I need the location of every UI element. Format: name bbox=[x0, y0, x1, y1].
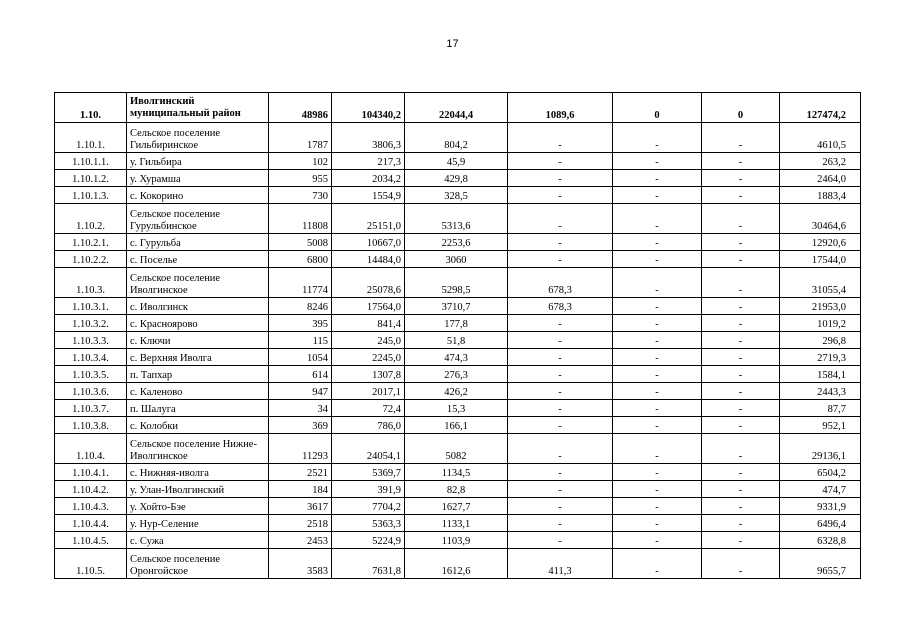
row-name: Сельское поселение Оронгойское bbox=[127, 549, 269, 579]
cell-col-3: 51,8 bbox=[405, 332, 508, 349]
row-name: с. Красноярово bbox=[127, 315, 269, 332]
cell-col-4: - bbox=[508, 204, 613, 234]
row-code: 1.10.4.1. bbox=[55, 464, 127, 481]
row-name: Иволгинский муниципальный район bbox=[127, 93, 269, 123]
row-name: с. Иволгинск bbox=[127, 298, 269, 315]
row-code: 1.10.3.4. bbox=[55, 349, 127, 366]
cell-total: 9331,9 bbox=[780, 498, 861, 515]
cell-population: 48986 bbox=[269, 93, 332, 123]
cell-population: 11808 bbox=[269, 204, 332, 234]
cell-col-5: - bbox=[613, 532, 702, 549]
row-code: 1.10.2.2. bbox=[55, 251, 127, 268]
cell-col-4: 678,3 bbox=[508, 268, 613, 298]
cell-col-3: 22044,4 bbox=[405, 93, 508, 123]
table-body bbox=[55, 93, 861, 579]
cell-col-5: - bbox=[613, 434, 702, 464]
cell-col-2: 25078,6 bbox=[332, 268, 405, 298]
table-row bbox=[55, 434, 861, 464]
cell-col-4: - bbox=[508, 315, 613, 332]
row-name: с. Колобки bbox=[127, 417, 269, 434]
cell-population: 115 bbox=[269, 332, 332, 349]
table-row bbox=[55, 532, 861, 549]
cell-col-6: - bbox=[702, 532, 780, 549]
cell-col-2: 1307,8 bbox=[332, 366, 405, 383]
cell-total: 1584,1 bbox=[780, 366, 861, 383]
table-row bbox=[55, 417, 861, 434]
cell-total: 1883,4 bbox=[780, 187, 861, 204]
cell-total: 2464,0 bbox=[780, 170, 861, 187]
cell-col-3: 474,3 bbox=[405, 349, 508, 366]
cell-total: 6504,2 bbox=[780, 464, 861, 481]
cell-total: 21953,0 bbox=[780, 298, 861, 315]
table-row bbox=[55, 400, 861, 417]
cell-col-6: 0 bbox=[702, 93, 780, 123]
cell-total: 17544,0 bbox=[780, 251, 861, 268]
row-name: Сельское поселение Нижне-Иволгинское bbox=[127, 434, 269, 464]
cell-col-3: 45,9 bbox=[405, 153, 508, 170]
cell-col-6: - bbox=[702, 481, 780, 498]
row-code: 1.10.4.4. bbox=[55, 515, 127, 532]
row-code: 1.10.1.2. bbox=[55, 170, 127, 187]
cell-total: 29136,1 bbox=[780, 434, 861, 464]
row-code: 1.10.3.7. bbox=[55, 400, 127, 417]
cell-col-3: 276,3 bbox=[405, 366, 508, 383]
cell-total: 263,2 bbox=[780, 153, 861, 170]
row-code: 1.10.2. bbox=[55, 204, 127, 234]
cell-col-4: - bbox=[508, 515, 613, 532]
cell-col-5: - bbox=[613, 315, 702, 332]
cell-col-2: 72,4 bbox=[332, 400, 405, 417]
row-code: 1.10.3.8. bbox=[55, 417, 127, 434]
cell-col-6: - bbox=[702, 400, 780, 417]
cell-col-5: - bbox=[613, 187, 702, 204]
cell-col-6: - bbox=[702, 549, 780, 579]
row-name: с. Гурульба bbox=[127, 234, 269, 251]
cell-col-4: - bbox=[508, 332, 613, 349]
cell-population: 369 bbox=[269, 417, 332, 434]
cell-col-6: - bbox=[702, 434, 780, 464]
cell-col-6: - bbox=[702, 515, 780, 532]
table-row bbox=[55, 123, 861, 153]
cell-population: 5008 bbox=[269, 234, 332, 251]
table-row bbox=[55, 464, 861, 481]
cell-population: 2518 bbox=[269, 515, 332, 532]
cell-col-2: 104340,2 bbox=[332, 93, 405, 123]
row-name: у. Нур-Селение bbox=[127, 515, 269, 532]
table-row bbox=[55, 515, 861, 532]
cell-col-2: 786,0 bbox=[332, 417, 405, 434]
row-code: 1.10.4.5. bbox=[55, 532, 127, 549]
cell-total: 6496,4 bbox=[780, 515, 861, 532]
row-name: с. Кокорино bbox=[127, 187, 269, 204]
cell-total: 2443,3 bbox=[780, 383, 861, 400]
cell-col-4: - bbox=[508, 170, 613, 187]
row-code: 1.10.1.1. bbox=[55, 153, 127, 170]
row-code: 1.10.4. bbox=[55, 434, 127, 464]
cell-col-5: - bbox=[613, 383, 702, 400]
cell-col-6: - bbox=[702, 315, 780, 332]
table-row bbox=[55, 170, 861, 187]
cell-population: 8246 bbox=[269, 298, 332, 315]
cell-population: 1054 bbox=[269, 349, 332, 366]
row-name: п. Шалуга bbox=[127, 400, 269, 417]
cell-col-4: - bbox=[508, 481, 613, 498]
row-name: с. Ключи bbox=[127, 332, 269, 349]
cell-col-6: - bbox=[702, 298, 780, 315]
cell-col-5: - bbox=[613, 417, 702, 434]
row-name: с. Сужа bbox=[127, 532, 269, 549]
cell-col-6: - bbox=[702, 464, 780, 481]
cell-col-4: - bbox=[508, 417, 613, 434]
cell-col-6: - bbox=[702, 417, 780, 434]
cell-population: 2521 bbox=[269, 464, 332, 481]
cell-col-3: 1627,7 bbox=[405, 498, 508, 515]
cell-col-4: - bbox=[508, 383, 613, 400]
cell-col-2: 5363,3 bbox=[332, 515, 405, 532]
cell-col-5: - bbox=[613, 153, 702, 170]
cell-col-6: - bbox=[702, 153, 780, 170]
cell-col-4: - bbox=[508, 251, 613, 268]
cell-col-5: - bbox=[613, 549, 702, 579]
cell-col-2: 14484,0 bbox=[332, 251, 405, 268]
cell-col-6: - bbox=[702, 332, 780, 349]
cell-col-5: - bbox=[613, 332, 702, 349]
cell-col-5: - bbox=[613, 464, 702, 481]
cell-col-4: - bbox=[508, 434, 613, 464]
table-row bbox=[55, 349, 861, 366]
cell-total: 1019,2 bbox=[780, 315, 861, 332]
row-code: 1.10.3.2. bbox=[55, 315, 127, 332]
cell-col-3: 804,2 bbox=[405, 123, 508, 153]
cell-col-3: 1133,1 bbox=[405, 515, 508, 532]
table-row bbox=[55, 187, 861, 204]
cell-col-5: - bbox=[613, 400, 702, 417]
cell-col-2: 217,3 bbox=[332, 153, 405, 170]
cell-population: 730 bbox=[269, 187, 332, 204]
cell-col-4: - bbox=[508, 464, 613, 481]
cell-col-5: - bbox=[613, 234, 702, 251]
cell-col-2: 17564,0 bbox=[332, 298, 405, 315]
cell-col-5: - bbox=[613, 366, 702, 383]
cell-population: 1787 bbox=[269, 123, 332, 153]
cell-col-3: 166,1 bbox=[405, 417, 508, 434]
row-code: 1.10.3.1. bbox=[55, 298, 127, 315]
cell-col-2: 10667,0 bbox=[332, 234, 405, 251]
cell-col-3: 5313,6 bbox=[405, 204, 508, 234]
row-code: 1.10.1. bbox=[55, 123, 127, 153]
cell-col-6: - bbox=[702, 123, 780, 153]
table-row bbox=[55, 268, 861, 298]
cell-col-4: - bbox=[508, 187, 613, 204]
cell-col-3: 177,8 bbox=[405, 315, 508, 332]
table-row bbox=[55, 93, 861, 123]
row-code: 1.10.3. bbox=[55, 268, 127, 298]
cell-col-5: - bbox=[613, 498, 702, 515]
cell-population: 2453 bbox=[269, 532, 332, 549]
table-row bbox=[55, 549, 861, 579]
row-name: с. Верхняя Иволга bbox=[127, 349, 269, 366]
cell-col-4: - bbox=[508, 498, 613, 515]
row-name: Сельское поселение Иволгинское bbox=[127, 268, 269, 298]
cell-col-6: - bbox=[702, 383, 780, 400]
cell-col-2: 24054,1 bbox=[332, 434, 405, 464]
cell-col-2: 5224,9 bbox=[332, 532, 405, 549]
cell-col-3: 15,3 bbox=[405, 400, 508, 417]
cell-col-6: - bbox=[702, 204, 780, 234]
cell-col-4: - bbox=[508, 366, 613, 383]
row-code: 1.10. bbox=[55, 93, 127, 123]
cell-col-5: 0 bbox=[613, 93, 702, 123]
cell-col-3: 5082 bbox=[405, 434, 508, 464]
cell-col-5: - bbox=[613, 204, 702, 234]
cell-col-5: - bbox=[613, 298, 702, 315]
cell-total: 87,7 bbox=[780, 400, 861, 417]
cell-col-3: 1612,6 bbox=[405, 549, 508, 579]
cell-total: 30464,6 bbox=[780, 204, 861, 234]
cell-col-6: - bbox=[702, 234, 780, 251]
cell-population: 6800 bbox=[269, 251, 332, 268]
cell-col-2: 841,4 bbox=[332, 315, 405, 332]
cell-col-4: - bbox=[508, 153, 613, 170]
row-code: 1.10.5. bbox=[55, 549, 127, 579]
table-row bbox=[55, 204, 861, 234]
cell-col-4: 411,3 bbox=[508, 549, 613, 579]
cell-total: 4610,5 bbox=[780, 123, 861, 153]
row-name: с. Каленово bbox=[127, 383, 269, 400]
table-row bbox=[55, 315, 861, 332]
cell-col-2: 3806,3 bbox=[332, 123, 405, 153]
cell-population: 947 bbox=[269, 383, 332, 400]
table-row bbox=[55, 383, 861, 400]
cell-col-3: 426,2 bbox=[405, 383, 508, 400]
cell-population: 34 bbox=[269, 400, 332, 417]
cell-total: 127474,2 bbox=[780, 93, 861, 123]
cell-total: 296,8 bbox=[780, 332, 861, 349]
cell-col-6: - bbox=[702, 187, 780, 204]
cell-col-4: 678,3 bbox=[508, 298, 613, 315]
cell-col-6: - bbox=[702, 349, 780, 366]
cell-col-3: 82,8 bbox=[405, 481, 508, 498]
row-code: 1.10.4.3. bbox=[55, 498, 127, 515]
table-row bbox=[55, 366, 861, 383]
cell-col-3: 2253,6 bbox=[405, 234, 508, 251]
row-name: п. Тапхар bbox=[127, 366, 269, 383]
settlements-table bbox=[54, 92, 861, 579]
cell-population: 614 bbox=[269, 366, 332, 383]
cell-col-3: 5298,5 bbox=[405, 268, 508, 298]
table-row bbox=[55, 298, 861, 315]
row-name: с. Нижняя-иволга bbox=[127, 464, 269, 481]
cell-population: 395 bbox=[269, 315, 332, 332]
cell-col-5: - bbox=[613, 268, 702, 298]
cell-population: 955 bbox=[269, 170, 332, 187]
cell-col-5: - bbox=[613, 481, 702, 498]
table-row bbox=[55, 498, 861, 515]
cell-population: 3583 bbox=[269, 549, 332, 579]
cell-col-4: - bbox=[508, 532, 613, 549]
cell-col-4: - bbox=[508, 400, 613, 417]
cell-col-4: - bbox=[508, 234, 613, 251]
cell-col-6: - bbox=[702, 251, 780, 268]
cell-col-6: - bbox=[702, 268, 780, 298]
cell-total: 2719,3 bbox=[780, 349, 861, 366]
cell-population: 11774 bbox=[269, 268, 332, 298]
cell-col-2: 5369,7 bbox=[332, 464, 405, 481]
row-name: Сельское поселение Гурульбинское bbox=[127, 204, 269, 234]
cell-col-2: 391,9 bbox=[332, 481, 405, 498]
cell-total: 6328,8 bbox=[780, 532, 861, 549]
cell-col-6: - bbox=[702, 366, 780, 383]
row-code: 1.10.4.2. bbox=[55, 481, 127, 498]
cell-col-5: - bbox=[613, 170, 702, 187]
cell-col-5: - bbox=[613, 251, 702, 268]
cell-population: 3617 bbox=[269, 498, 332, 515]
cell-col-2: 2034,2 bbox=[332, 170, 405, 187]
row-name: у. Улан-Иволгинский bbox=[127, 481, 269, 498]
row-name: у. Гильбира bbox=[127, 153, 269, 170]
cell-total: 12920,6 bbox=[780, 234, 861, 251]
table-row bbox=[55, 234, 861, 251]
cell-col-2: 7704,2 bbox=[332, 498, 405, 515]
cell-total: 9655,7 bbox=[780, 549, 861, 579]
cell-total: 474,7 bbox=[780, 481, 861, 498]
cell-col-3: 429,8 bbox=[405, 170, 508, 187]
row-code: 1.10.3.6. bbox=[55, 383, 127, 400]
cell-col-5: - bbox=[613, 123, 702, 153]
row-name: у. Хурамша bbox=[127, 170, 269, 187]
cell-col-2: 245,0 bbox=[332, 332, 405, 349]
row-name: у. Хойто-Бэе bbox=[127, 498, 269, 515]
cell-population: 11293 bbox=[269, 434, 332, 464]
cell-col-6: - bbox=[702, 170, 780, 187]
cell-population: 184 bbox=[269, 481, 332, 498]
cell-col-6: - bbox=[702, 498, 780, 515]
table-row bbox=[55, 153, 861, 170]
cell-col-4: - bbox=[508, 349, 613, 366]
page-number: 17 bbox=[446, 38, 459, 50]
cell-population: 102 bbox=[269, 153, 332, 170]
table-row bbox=[55, 481, 861, 498]
cell-col-3: 328,5 bbox=[405, 187, 508, 204]
cell-col-3: 1103,9 bbox=[405, 532, 508, 549]
row-name: с. Поселье bbox=[127, 251, 269, 268]
row-name: Сельское поселение Гильбиринское bbox=[127, 123, 269, 153]
cell-col-2: 2245,0 bbox=[332, 349, 405, 366]
row-code: 1.10.3.3. bbox=[55, 332, 127, 349]
cell-total: 952,1 bbox=[780, 417, 861, 434]
cell-col-2: 7631,8 bbox=[332, 549, 405, 579]
cell-col-4: - bbox=[508, 123, 613, 153]
table-row bbox=[55, 251, 861, 268]
row-code: 1.10.3.5. bbox=[55, 366, 127, 383]
cell-col-2: 25151,0 bbox=[332, 204, 405, 234]
cell-total: 31055,4 bbox=[780, 268, 861, 298]
cell-col-5: - bbox=[613, 515, 702, 532]
cell-col-4: 1089,6 bbox=[508, 93, 613, 123]
cell-col-2: 1554,9 bbox=[332, 187, 405, 204]
cell-col-3: 3060 bbox=[405, 251, 508, 268]
cell-col-3: 3710,7 bbox=[405, 298, 508, 315]
table-row bbox=[55, 332, 861, 349]
row-code: 1.10.2.1. bbox=[55, 234, 127, 251]
row-code: 1.10.1.3. bbox=[55, 187, 127, 204]
cell-col-3: 1134,5 bbox=[405, 464, 508, 481]
cell-col-5: - bbox=[613, 349, 702, 366]
cell-col-2: 2017,1 bbox=[332, 383, 405, 400]
